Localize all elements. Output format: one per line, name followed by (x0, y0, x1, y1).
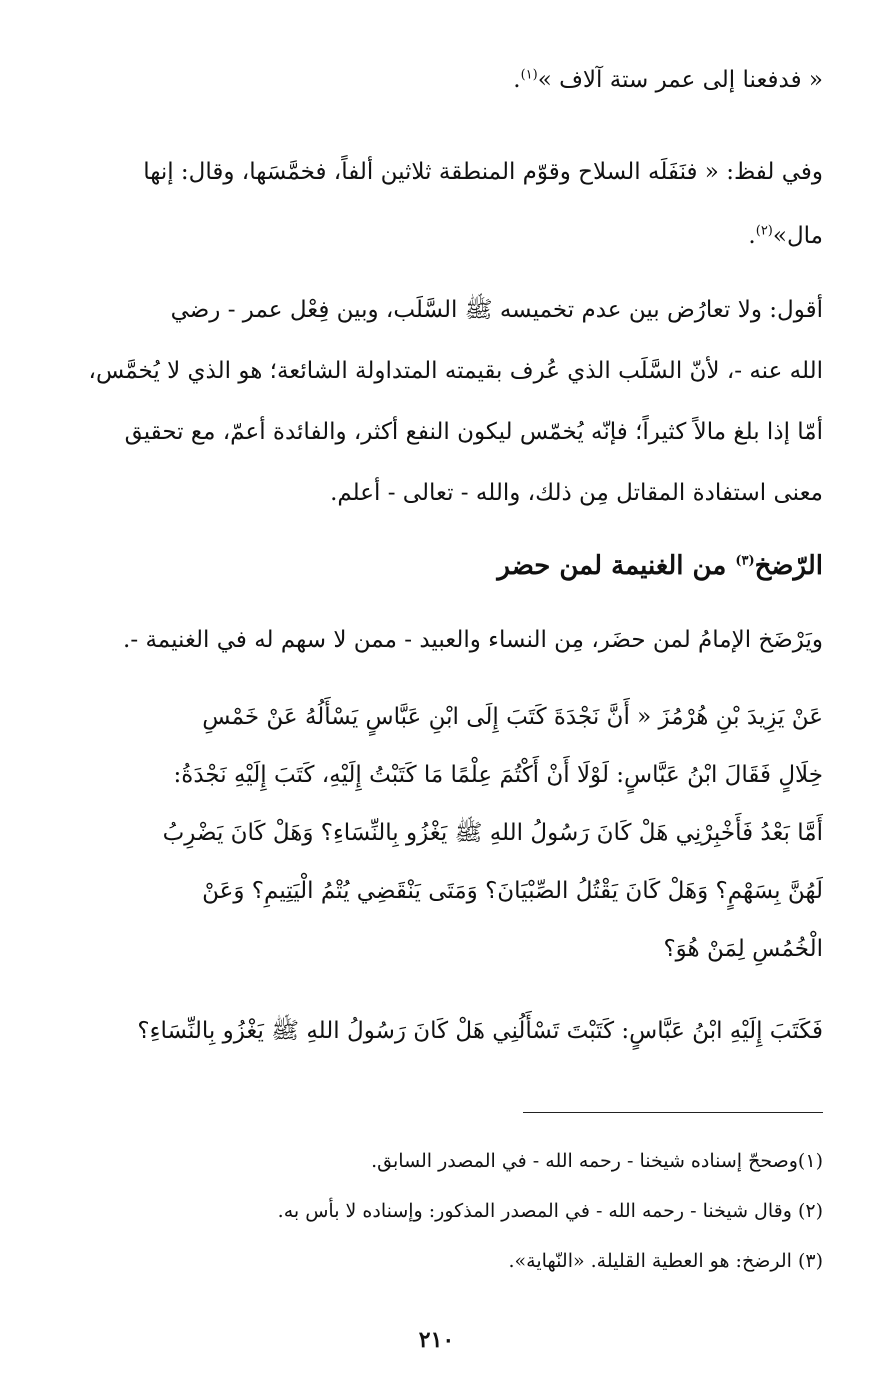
hadith-line: فَكَتَبَ إِلَيْهِ ابْنُ عَبَّاسٍ: كَتَبْتَ تَسْأَلُنِي هَلْ كَانَ رَسُولُ اللهِ ﷺ يَغْزُو بِالنِّسَاءِ؟ (137, 1018, 823, 1044)
hadith-line: عَنْ يَزِيدَ بْنِ هُرْمُزَ « أَنَّ نَجْدَةَ كَتَبَ إِلَى ابْنِ عَبَّاسٍ يَسْأَلُهُ عَنْ خَمْسِ (202, 704, 823, 730)
hadith-line: أَمَّا بَعْدُ فَأَخْبِرْنِي هَلْ كَانَ رَسُولُ اللهِ ﷺ يَغْزُو بِالنِّسَاءِ؟ وَهَلْ كَانَ يَضْرِبُ (162, 820, 823, 846)
footnote-ref-1: (١) (520, 67, 538, 83)
footnote-2: (٢) وقال شيخنا - رحمه الله - في المصدر المذكور: وإسناده لا بأس به. (277, 1200, 823, 1222)
footnote-ref-2: (٢) (755, 223, 773, 239)
paragraph-line: وفي لفظ: « فنَفَلَه السلاح وقوّم المنطقة ثلاثين ألفاً، فخمَّسَها، وقال: إنها (143, 159, 823, 185)
paragraph-other-wording (54, 140, 823, 268)
footnote-separator (523, 1112, 823, 1113)
paragraph-quote-end (54, 62, 823, 98)
footnote-3: (٣) الرضخ: هو العطية القليلة. «النّهاية». (508, 1250, 823, 1272)
hadith-line: لَهُنَّ بِسَهْمٍ؟ وَهَلْ كَانَ يَقْتُلُ الصِّبْيَانَ؟ وَمَتَى يَنْقَضِي يُتْمُ الْيَتِيمِ؟ وَعَنْ (202, 878, 823, 904)
paragraph-hadith-reply (54, 1008, 823, 1054)
section-heading (54, 544, 823, 588)
paragraph-line: ويَرْضَخ الإمامُ لمن حضَر، مِن النساء والعبيد - ممن لا سهم له في الغنيمة -. (123, 627, 823, 653)
paragraph-end-mark: . (748, 223, 756, 249)
hadith-line: خِلَالٍ فَقَالَ ابْنُ عَبَّاسٍ: لَوْلَا أَنْ أَكْتُمَ عِلْمًا مَا كَتَبْتُ إِلَيْهِ، كَتَبَ إِلَيْهِ نَجْدَةُ: (173, 762, 823, 788)
heading-text-end: من الغنيمة لمن حضر (497, 551, 736, 581)
quote-text: « فدفعنا إلى عمر ستة آلاف » (537, 67, 823, 93)
paragraph-line: أمّا إذا بلغ مالاً كثيراً؛ فإنّه يُخمّس ليكون النفع أكثر، والفائدة أعمّ، مع تحقيق (124, 419, 823, 445)
paragraph-commentary (54, 280, 823, 524)
quote-end-mark: . (513, 67, 521, 93)
paragraph-line-text: مال» (772, 223, 823, 249)
paragraph-line: أقول: ولا تعارُض بين عدم تخميسه ﷺ السَّلَب، وبين فِعْل عمر - رضي (170, 297, 823, 323)
paragraph-ruling (54, 618, 823, 662)
page-number: ٢١٠ (418, 1327, 455, 1353)
paragraph-line: الله عنه -، لأنّ السَّلَب الذي عُرف بقيمته المتداولة الشائعة؛ هو الذي لا يُخمَّس، (88, 358, 823, 384)
footnotes (54, 1136, 823, 1286)
paragraph-hadith (54, 688, 823, 978)
hadith-line: الْخُمُسِ لِمَنْ هُوَ؟ (663, 936, 823, 962)
footnote-1: (١)وصححّ إسناده شيخنا - رحمه الله - في المصدر السابق. (371, 1150, 823, 1172)
heading-text-start: الرّضخ (754, 551, 823, 581)
footnote-ref-3: (٣) (735, 553, 755, 569)
paragraph-line: معنى استفادة المقاتل مِن ذلك، والله - تعالى - أعلم. (330, 480, 823, 506)
paragraph-line-end (54, 204, 823, 268)
